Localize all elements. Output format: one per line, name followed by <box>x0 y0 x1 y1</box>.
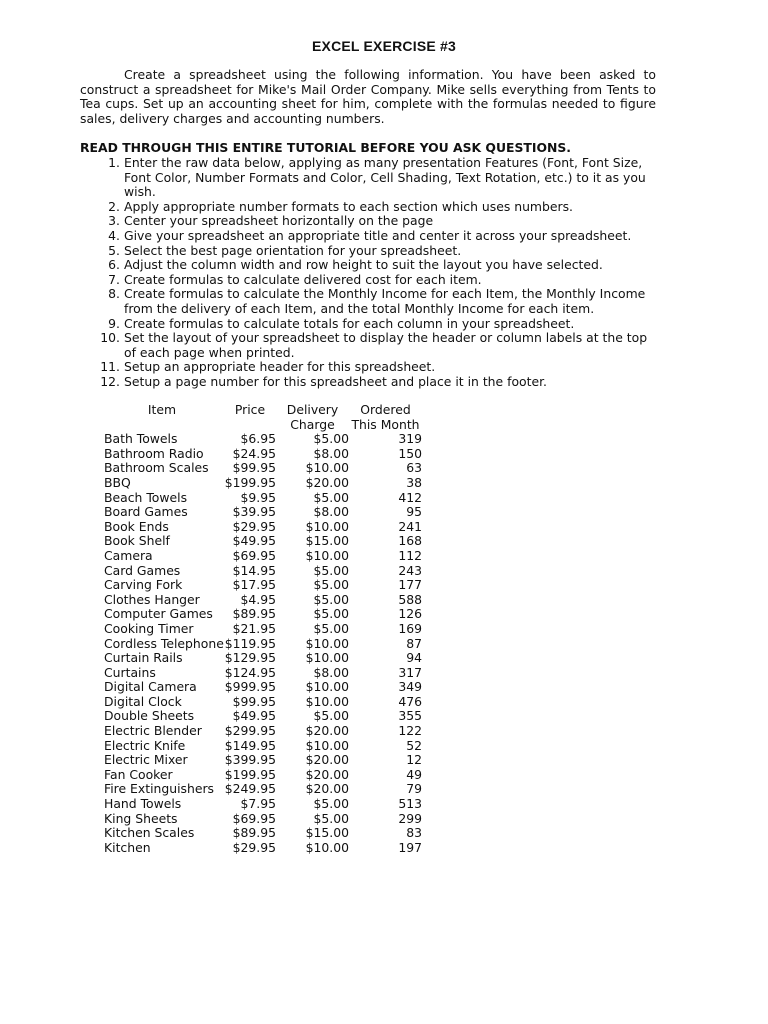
header-price: Price <box>234 402 266 417</box>
cell-price: $14.95 <box>232 562 276 578</box>
table-row <box>100 666 422 681</box>
cell-delivery: $10.00 <box>305 518 349 534</box>
cell-item: Kitchen Scales <box>104 825 195 841</box>
cell-item: Electric Mixer <box>104 752 188 768</box>
cell-delivery: $5.00 <box>313 591 349 607</box>
cell-item: BBQ <box>104 474 131 490</box>
cell-delivery: $5.00 <box>313 489 349 505</box>
instruction-item <box>80 331 656 360</box>
cell-item: Hand Towels <box>104 796 182 812</box>
table-row <box>100 753 422 768</box>
cell-delivery: $5.00 <box>313 562 349 578</box>
instruction-list <box>80 156 656 390</box>
cell-delivery: $20.00 <box>305 474 349 490</box>
cell-delivery: $5.00 <box>313 606 349 622</box>
cell-price: $124.95 <box>224 664 276 680</box>
page-title: EXCEL EXERCISE #3 <box>312 38 456 54</box>
cell-price: $99.95 <box>232 693 276 709</box>
instruction-text: Create formulas to calculate the Monthly Income for each Item, the Monthly Income from the delivery of each Item, and the total Monthly Income for each item. <box>124 286 646 316</box>
header-delivery: Delivery Charge <box>286 402 339 432</box>
cell-item: Fan Cooker <box>104 766 173 782</box>
intro-paragraph: Create a spreadsheet using the following information. You have been asked to construct a spreadsheet for Mike's Mail Order Company. Mike sells everything from Tents to Tea cups. Set up an accounting sheet for him, complete with the formulas needed to figure sales, delivery charges and accounting numbers. <box>80 67 656 126</box>
instruction-number: 12. <box>100 373 120 389</box>
cell-delivery: $10.00 <box>305 635 349 651</box>
cell-item: Computer Games <box>104 606 213 622</box>
table-row <box>100 564 422 579</box>
cell-delivery: $20.00 <box>305 781 349 797</box>
table-row <box>100 797 422 812</box>
cell-item: Curtains <box>104 664 156 680</box>
cell-item: Cooking Timer <box>104 620 194 636</box>
instruction-number: 4. <box>108 227 120 243</box>
cell-item: Bathroom Radio <box>104 445 204 461</box>
cell-price: $99.95 <box>232 460 276 476</box>
cell-ordered: 94 <box>406 650 422 666</box>
cell-price: $49.95 <box>232 533 276 549</box>
cell-item: King Sheets <box>104 810 178 826</box>
table-row <box>100 432 422 447</box>
cell-item: Kitchen <box>104 839 151 855</box>
table-row <box>100 593 422 608</box>
cell-price: $29.95 <box>232 839 276 855</box>
cell-delivery: $10.00 <box>305 679 349 695</box>
table-row <box>100 637 422 652</box>
instruction-text: Enter the raw data below, applying as many presentation Features (Font, Font Size, Font Color, Number Formats and Color, Cell Shading, Text Rotation, etc.) to it as you wish. <box>124 155 646 200</box>
cell-delivery: $8.00 <box>313 504 349 520</box>
cell-price: $21.95 <box>232 620 276 636</box>
instruction-text: Adjust the column width and row height to suit the layout you have selected. <box>124 257 603 273</box>
cell-ordered: 168 <box>398 533 422 549</box>
cell-ordered: 177 <box>398 577 422 593</box>
cell-price: $129.95 <box>224 650 276 666</box>
instruction-item <box>80 317 656 332</box>
cell-item: Cordless Telephone <box>104 635 224 651</box>
cell-delivery: $5.00 <box>313 810 349 826</box>
cell-item: Book Shelf <box>104 533 170 549</box>
cell-price: $29.95 <box>232 518 276 534</box>
cell-item: Curtain Rails <box>104 650 183 666</box>
cell-delivery: $8.00 <box>313 664 349 680</box>
instruction-text: Give your spreadsheet an appropriate title and center it across your spreadsheet. <box>124 227 632 243</box>
instruction-number: 11. <box>100 359 120 375</box>
cell-price: $199.95 <box>224 766 276 782</box>
cell-item: Digital Clock <box>104 693 182 709</box>
table-body <box>100 432 422 855</box>
cell-price: $399.95 <box>224 752 276 768</box>
table-row <box>100 709 422 724</box>
instruction-number: 10. <box>100 330 120 346</box>
cell-delivery: $20.00 <box>305 723 349 739</box>
cell-price: $119.95 <box>224 635 276 651</box>
cell-ordered: 79 <box>406 781 422 797</box>
table-row <box>100 622 422 637</box>
header-item: Item <box>147 402 177 417</box>
cell-item: Clothes Hanger <box>104 591 200 607</box>
instruction-item <box>80 229 656 244</box>
cell-delivery: $10.00 <box>305 460 349 476</box>
cell-item: Book Ends <box>104 518 169 534</box>
cell-ordered: 588 <box>398 591 422 607</box>
cell-ordered: 12 <box>406 752 422 768</box>
cell-delivery: $10.00 <box>305 693 349 709</box>
cell-ordered: 299 <box>398 810 422 826</box>
instruction-number: 1. <box>108 155 120 170</box>
cell-ordered: 150 <box>398 445 422 461</box>
table-row <box>100 607 422 622</box>
cell-price: $7.95 <box>240 796 276 812</box>
cell-delivery: $5.00 <box>313 796 349 812</box>
cell-price: $17.95 <box>232 577 276 593</box>
table-row <box>100 651 422 666</box>
cell-item: Bath Towels <box>104 431 178 447</box>
cell-ordered: 49 <box>406 766 422 782</box>
cell-price: $4.95 <box>240 591 276 607</box>
cell-ordered: 63 <box>406 460 422 476</box>
cell-price: $69.95 <box>232 810 276 826</box>
cell-item: Beach Towels <box>104 489 188 505</box>
table-row <box>100 534 422 549</box>
cell-item: Carving Fork <box>104 577 183 593</box>
cell-item: Double Sheets <box>104 708 195 724</box>
instruction-number: 3. <box>108 213 120 229</box>
cell-price: $39.95 <box>232 504 276 520</box>
instruction-number: 7. <box>108 271 120 287</box>
instruction-item <box>80 273 656 288</box>
cell-ordered: 476 <box>398 693 422 709</box>
cell-ordered: 197 <box>398 839 422 855</box>
instruction-text: Select the best page orientation for your spreadsheet. <box>124 242 462 258</box>
cell-ordered: 349 <box>398 679 422 695</box>
table-row <box>100 782 422 797</box>
cell-price: $299.95 <box>224 723 276 739</box>
instruction-item <box>80 375 656 390</box>
table-row <box>100 549 422 564</box>
instruction-text: Setup a page number for this spreadsheet and place it in the footer. <box>124 373 547 389</box>
cell-price: $6.95 <box>240 431 276 447</box>
instruction-item <box>80 360 656 375</box>
cell-price: $89.95 <box>232 606 276 622</box>
table-row <box>100 826 422 841</box>
cell-delivery: $10.00 <box>305 547 349 563</box>
cell-ordered: 87 <box>406 635 422 651</box>
cell-price: $199.95 <box>224 474 276 490</box>
cell-price: $49.95 <box>232 708 276 724</box>
cell-ordered: 319 <box>398 431 422 447</box>
instruction-item <box>80 244 656 259</box>
table-row <box>100 461 422 476</box>
cell-item: Electric Knife <box>104 737 186 753</box>
cell-ordered: 355 <box>398 708 422 724</box>
cell-item: Board Games <box>104 504 188 520</box>
header-ordered: Ordered This Month <box>351 402 420 432</box>
cell-price: $24.95 <box>232 445 276 461</box>
cell-ordered: 112 <box>398 547 422 563</box>
cell-price: $149.95 <box>224 737 276 753</box>
cell-delivery: $8.00 <box>313 445 349 461</box>
table-row <box>100 724 422 739</box>
instruction-number: 5. <box>108 242 120 258</box>
cell-item: Electric Blender <box>104 723 202 739</box>
cell-ordered: 243 <box>398 562 422 578</box>
cell-price: $69.95 <box>232 547 276 563</box>
cell-delivery: $20.00 <box>305 752 349 768</box>
table-row <box>100 447 422 462</box>
instruction-number: 8. <box>108 286 120 302</box>
items-table <box>100 403 422 855</box>
cell-ordered: 241 <box>398 518 422 534</box>
instruction-number: 2. <box>108 198 120 214</box>
instruction-text: Setup an appropriate header for this spreadsheet. <box>124 359 436 375</box>
table-row <box>100 476 422 491</box>
table-row <box>100 520 422 535</box>
cell-ordered: 412 <box>398 489 422 505</box>
cell-ordered: 126 <box>398 606 422 622</box>
cell-item: Camera <box>104 547 153 563</box>
cell-delivery: $15.00 <box>305 825 349 841</box>
table-row <box>100 768 422 783</box>
instruction-text: Create formulas to calculate delivered cost for each item. <box>124 271 482 287</box>
cell-price: $999.95 <box>224 679 276 695</box>
cell-item: Card Games <box>104 562 181 578</box>
table-row <box>100 491 422 506</box>
instruction-number: 9. <box>108 315 120 331</box>
cell-price: $89.95 <box>232 825 276 841</box>
instructions-heading: READ THROUGH THIS ENTIRE TUTORIAL BEFORE YOU ASK QUESTIONS. <box>80 140 572 155</box>
instruction-item <box>80 287 656 316</box>
cell-ordered: 38 <box>406 474 422 490</box>
instruction-item <box>80 156 656 200</box>
instruction-item <box>80 214 656 229</box>
cell-delivery: $20.00 <box>305 766 349 782</box>
table-row <box>100 680 422 695</box>
cell-price: $9.95 <box>240 489 276 505</box>
cell-delivery: $10.00 <box>305 839 349 855</box>
table-header-row <box>100 403 422 432</box>
cell-delivery: $5.00 <box>313 577 349 593</box>
cell-ordered: 317 <box>398 664 422 680</box>
instruction-text: Apply appropriate number formats to each section which uses numbers. <box>124 198 573 214</box>
cell-item: Fire Extinguishers <box>104 781 215 797</box>
instruction-item <box>80 200 656 215</box>
cell-ordered: 169 <box>398 620 422 636</box>
cell-delivery: $5.00 <box>313 708 349 724</box>
items-table-container <box>100 403 430 855</box>
cell-delivery: $10.00 <box>305 650 349 666</box>
cell-ordered: 513 <box>398 796 422 812</box>
instruction-item <box>80 258 656 273</box>
instruction-text: Create formulas to calculate totals for each column in your spreadsheet. <box>124 315 575 331</box>
cell-ordered: 83 <box>406 825 422 841</box>
instruction-text: Center your spreadsheet horizontally on the page <box>124 213 434 229</box>
cell-price: $249.95 <box>224 781 276 797</box>
cell-ordered: 52 <box>406 737 422 753</box>
cell-delivery: $5.00 <box>313 620 349 636</box>
table-row <box>100 505 422 520</box>
table-row <box>100 841 422 856</box>
cell-ordered: 122 <box>398 723 422 739</box>
cell-item: Bathroom Scales <box>104 460 209 476</box>
cell-ordered: 95 <box>406 504 422 520</box>
instruction-text: Set the layout of your spreadsheet to display the header or column labels at the top of each page when printed. <box>124 330 648 360</box>
cell-delivery: $15.00 <box>305 533 349 549</box>
table-row <box>100 695 422 710</box>
instruction-number: 6. <box>108 257 120 273</box>
table-row <box>100 812 422 827</box>
table-row <box>100 739 422 754</box>
cell-delivery: $10.00 <box>305 737 349 753</box>
cell-delivery: $5.00 <box>313 431 349 447</box>
cell-item: Digital Camera <box>104 679 197 695</box>
table-row <box>100 578 422 593</box>
